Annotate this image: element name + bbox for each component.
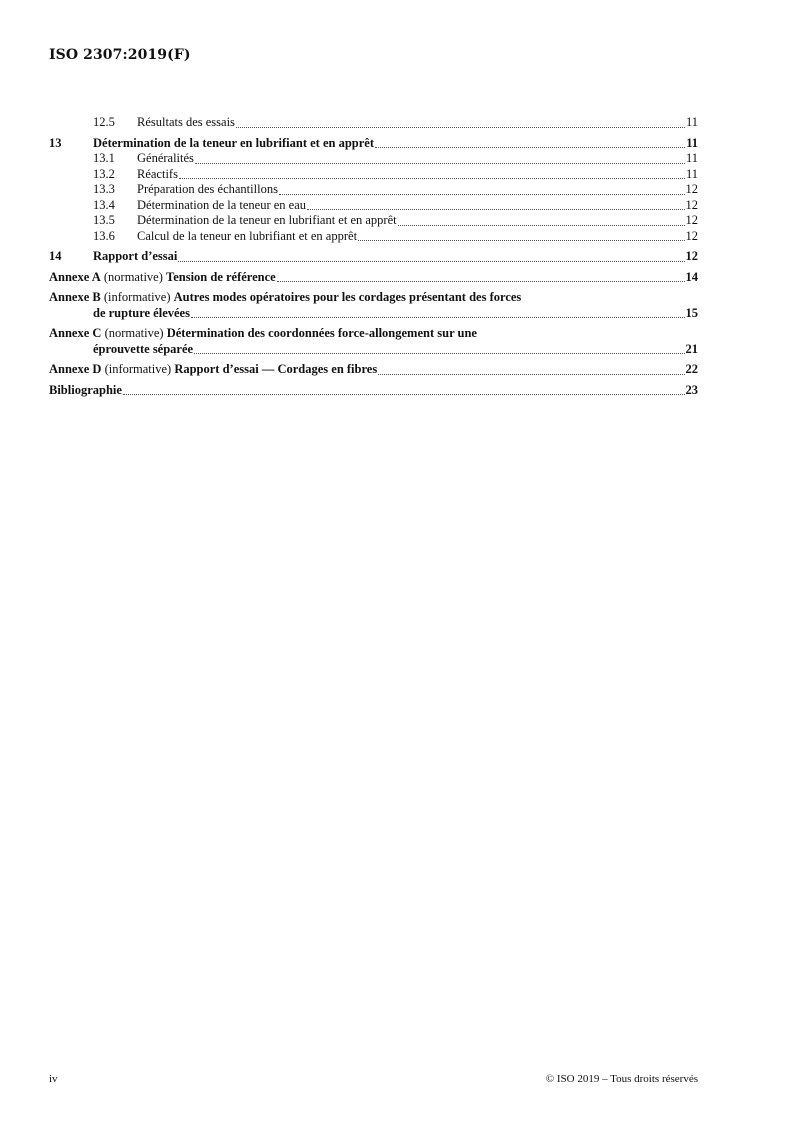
- toc-page: 14: [685, 269, 698, 284]
- toc-page: 11: [685, 115, 698, 129]
- toc-title: Résultats des essais: [137, 115, 235, 129]
- toc-page: 12: [685, 182, 698, 196]
- annex-kind: (informative): [103, 290, 171, 304]
- toc-number: 13.3: [93, 182, 115, 196]
- leader-dots: [191, 317, 685, 318]
- toc-entry-13-1[interactable]: [49, 151, 698, 167]
- toc-entry-annex-c[interactable]: [49, 326, 698, 357]
- toc-entry-annex-b[interactable]: [49, 290, 698, 321]
- toc-number: 13: [49, 135, 62, 150]
- annex-label: Annexe A: [49, 269, 101, 284]
- annex-label: Annexe C: [49, 326, 102, 340]
- leader-dots: [179, 178, 685, 179]
- toc-entry-12-5[interactable]: [49, 115, 698, 131]
- toc-entry-13[interactable]: [49, 136, 698, 152]
- leader-dots: [178, 261, 684, 262]
- annex-label: Annexe D: [49, 362, 102, 376]
- toc-entry-13-5[interactable]: [49, 213, 698, 229]
- annex-line: [49, 342, 698, 358]
- annex-kind: (informative): [104, 362, 172, 376]
- toc-title: Détermination de la teneur en lubrifiant et en apprêt: [93, 135, 374, 150]
- leader-dots: [277, 281, 685, 282]
- toc-page: 12: [685, 228, 698, 243]
- toc-page: 11: [686, 135, 698, 150]
- toc-title: [49, 362, 377, 378]
- document-header: ISO 2307:2019(F): [49, 47, 191, 63]
- annex-label: Annexe B: [49, 290, 101, 304]
- toc-entry-annex-a[interactable]: [49, 270, 698, 286]
- annex-title: Détermination des coordonnées force-allongement sur une: [166, 326, 477, 340]
- toc-entry-bibliography[interactable]: [49, 383, 698, 399]
- annex-title-continued: de rupture élevées: [93, 305, 190, 320]
- toc-entry-13-6[interactable]: [49, 229, 698, 245]
- toc-entry-13-4[interactable]: [49, 198, 698, 214]
- toc-page: 15: [685, 305, 698, 320]
- annex-kind: (normative): [104, 326, 164, 340]
- leader-dots: [236, 127, 685, 128]
- leader-dots: [195, 163, 685, 164]
- toc-entry-13-2[interactable]: [49, 167, 698, 183]
- toc-page: 21: [685, 341, 698, 356]
- toc-title: Bibliographie: [49, 382, 122, 397]
- annex-title: Autres modes opératoires pour les cordages présentant des forces: [173, 290, 522, 304]
- copyright-notice: © ISO 2019 – Tous droits réservés: [545, 1073, 698, 1085]
- toc-number: 13.2: [93, 166, 115, 181]
- toc-title: Préparation des échantillons: [137, 182, 278, 196]
- toc-title: Détermination de la teneur en eau: [137, 197, 307, 212]
- toc-page: 12: [685, 249, 698, 263]
- toc-title: Détermination de la teneur en lubrifiant et en apprêt: [137, 213, 397, 227]
- page-footer: [49, 1073, 698, 1085]
- leader-dots: [375, 147, 685, 148]
- toc-title: Calcul de la teneur en lubrifiant et en apprêt: [137, 228, 358, 243]
- toc-entry-14[interactable]: [49, 249, 698, 265]
- toc-entry-annex-d[interactable]: [49, 362, 698, 378]
- toc-number: 13.4: [93, 197, 115, 212]
- toc-page: 22: [685, 362, 698, 376]
- toc-page: 11: [685, 151, 698, 165]
- toc-number: 12.5: [93, 115, 115, 129]
- leader-dots: [398, 225, 685, 226]
- annex-line: [49, 326, 698, 342]
- annex-title: Rapport d’essai — Cordages en fibres: [174, 362, 378, 376]
- toc-title: Rapport d’essai: [93, 249, 178, 263]
- toc-number: 13.5: [93, 213, 115, 227]
- toc-number: 14: [49, 249, 62, 263]
- toc-page: 12: [685, 213, 698, 227]
- leader-dots: [358, 240, 684, 241]
- page-number: iv: [49, 1073, 58, 1085]
- toc-number: 13.6: [93, 228, 115, 243]
- annex-kind: (normative): [103, 269, 163, 284]
- leader-dots: [123, 394, 685, 395]
- annex-title-continued: éprouvette séparée: [93, 341, 194, 356]
- annex-title: Tension de référence: [166, 269, 276, 284]
- toc-title: [49, 270, 276, 286]
- toc-title: Généralités: [137, 151, 194, 165]
- toc-page: 23: [685, 382, 698, 397]
- leader-dots: [307, 209, 684, 210]
- leader-dots: [194, 353, 684, 354]
- table-of-contents: [49, 115, 698, 398]
- toc-number: 13.1: [93, 151, 115, 165]
- leader-dots: [378, 374, 684, 375]
- leader-dots: [279, 194, 685, 195]
- toc-page: 11: [685, 166, 698, 181]
- toc-title: Réactifs: [137, 166, 178, 181]
- toc-entry-13-3[interactable]: [49, 182, 698, 198]
- toc-page: 12: [685, 197, 698, 212]
- annex-line: [49, 306, 698, 322]
- annex-line: [49, 290, 698, 306]
